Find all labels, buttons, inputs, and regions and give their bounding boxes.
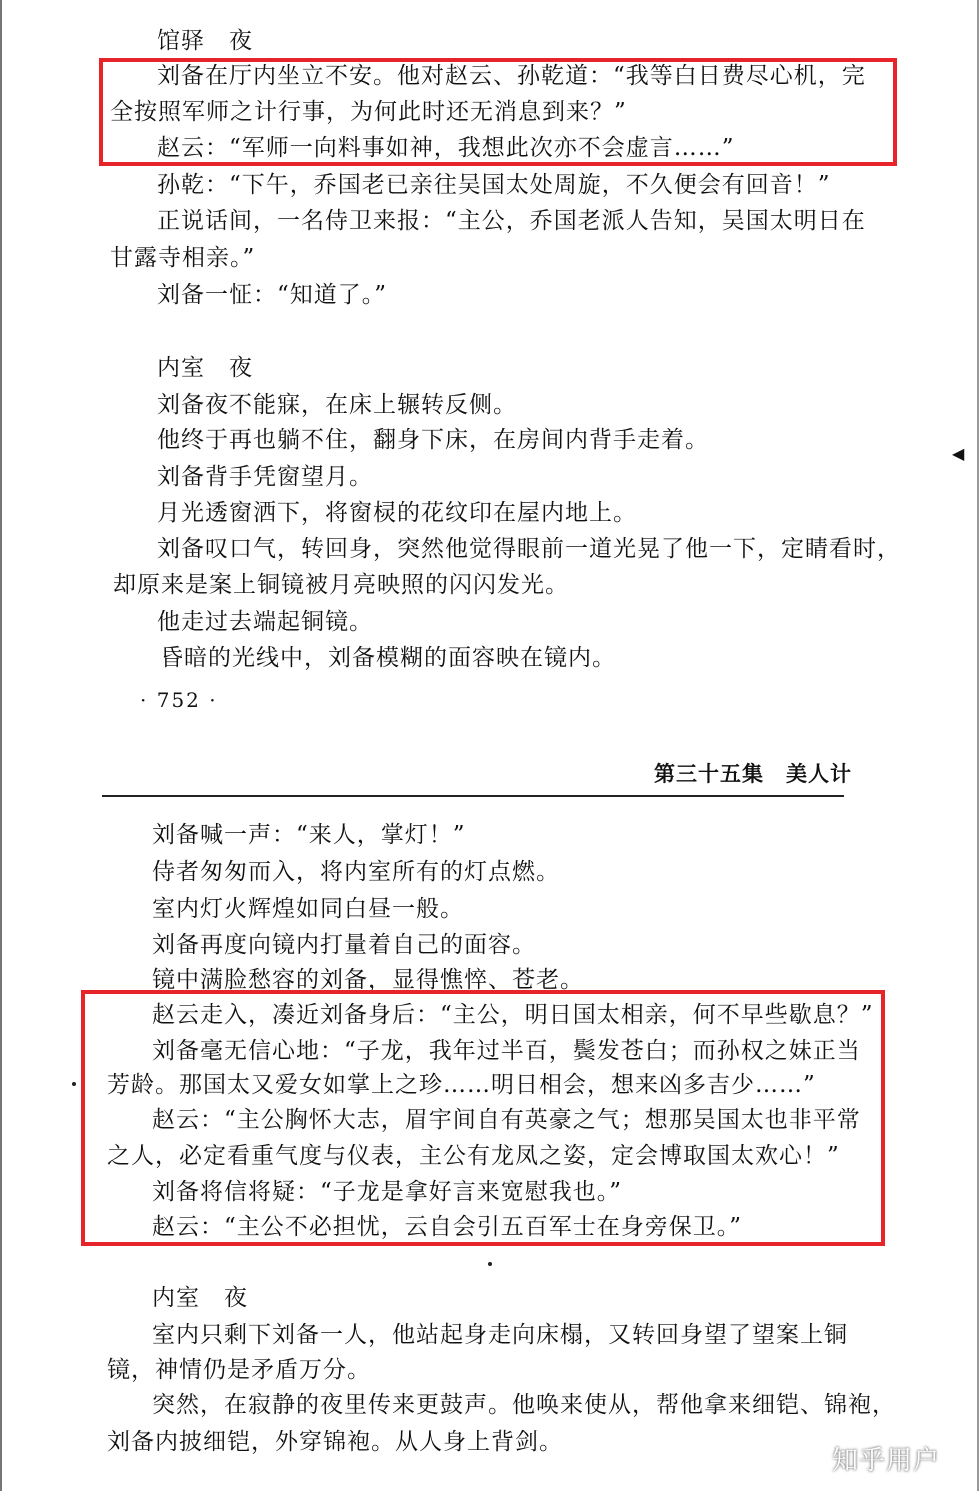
text-line: 刘备背手凭窗望月。 (157, 464, 373, 490)
scan-mark-icon: ◀ (952, 444, 965, 463)
page-number: · 752 · (140, 688, 218, 712)
text-line: 刘备内披细铠，外穿锦袍。从人身上背剑。 (107, 1429, 563, 1455)
text-line: 他终于再也躺不住，翻身下床，在房间内背手走着。 (157, 427, 709, 453)
highlight-box-bottom (81, 990, 885, 1246)
text-line: 刘备在厅内坐立不安。他对赵云、孙乾道：“我等白日费尽心机，完 (157, 63, 866, 89)
text-line: 刘备再度向镜内打量着自己的面容。 (152, 932, 536, 958)
text-line: 赵云：“军师一向料事如神，我想此次亦不会虚言……” (157, 135, 735, 161)
scene-heading: 内室 夜 (152, 1285, 248, 1311)
text-line: 昏暗的光线中，刘备模糊的面容映在镜内。 (160, 645, 616, 671)
text-line: 突然，在寂静的夜里传来更鼓声。他唤来使从，帮他拿来细铠、锦袍， (152, 1392, 896, 1418)
scene-heading: 馆驿 夜 (157, 28, 253, 54)
text-line: 孙乾：“下午，乔国老已亲往吴国太处周旋，不久便会有回音！” (157, 172, 831, 198)
text-line: 月光透窗洒下，将窗棂的花纹印在屋内地上。 (157, 500, 637, 526)
scan-speck (72, 1082, 76, 1086)
text-line: 甘露寺相亲。” (110, 245, 256, 271)
running-header: 第三十五集 美人计 (654, 761, 852, 786)
highlight-box-top (99, 58, 897, 166)
header-rule (102, 795, 844, 797)
text-line: 芳龄。那国太又爱女如掌上之珍……明日相会，想来凶多吉少……” (107, 1072, 816, 1098)
text-line: 之人，必定看重气度与仪表，主公有龙凤之姿，定会博取国太欢心！” (107, 1143, 840, 1169)
text-line: 赵云：“主公不必担忧，云自会引五百军士在身旁保卫。” (152, 1214, 743, 1240)
scene-heading: 内室 夜 (157, 355, 253, 381)
text-line: 刘备一怔：“知道了。” (157, 282, 388, 308)
text-line: 刘备喊一声：“来人，掌灯！” (152, 822, 466, 848)
text-line: 室内灯火辉煌如同白昼一般。 (152, 896, 464, 922)
text-line: 室内只剩下刘备一人，他站起身走向床榻，又转回身望了望案上铜 (152, 1322, 848, 1348)
text-line: 刘备将信将疑：“子龙是拿好言来宽慰我也。” (152, 1179, 623, 1205)
scan-edge-left (0, 0, 2, 1491)
text-line: 侍者匆匆而入，将内室所有的灯点燃。 (152, 859, 560, 885)
scan-speck (488, 1262, 492, 1266)
text-line: 正说话间，一名侍卫来报：“主公，乔国老派人告知，吴国太明日在 (157, 208, 866, 234)
text-line: 他走过去端起铜镜。 (157, 609, 373, 635)
watermark: 知乎用户 (832, 1446, 941, 1476)
text-line: 却原来是案上铜镜被月亮映照的闪闪发光。 (113, 572, 569, 598)
text-line: 赵云走入，凑近刘备身后：“主公，明日国太相亲，何不早些歇息？” (152, 1002, 874, 1028)
text-line: 全按照军师之计行事，为何此时还无消息到来？” (110, 99, 627, 125)
text-line: 镜中满脸愁容的刘备，显得憔悴、苍老。 (152, 967, 584, 993)
text-line: 刘备夜不能寐，在床上辗转反侧。 (157, 392, 517, 418)
text-line: 赵云：“主公胸怀大志，眉宇间自有英豪之气；想那吴国太也非平常 (152, 1107, 861, 1133)
text-line: 刘备叹口气，转回身，突然他觉得眼前一道光晃了他一下，定睛看时， (157, 536, 901, 562)
text-line: 镜，神情仍是矛盾万分。 (107, 1357, 371, 1383)
text-line: 刘备毫无信心地：“子龙，我年过半百，鬓发苍白；而孙权之妹正当 (152, 1038, 861, 1064)
